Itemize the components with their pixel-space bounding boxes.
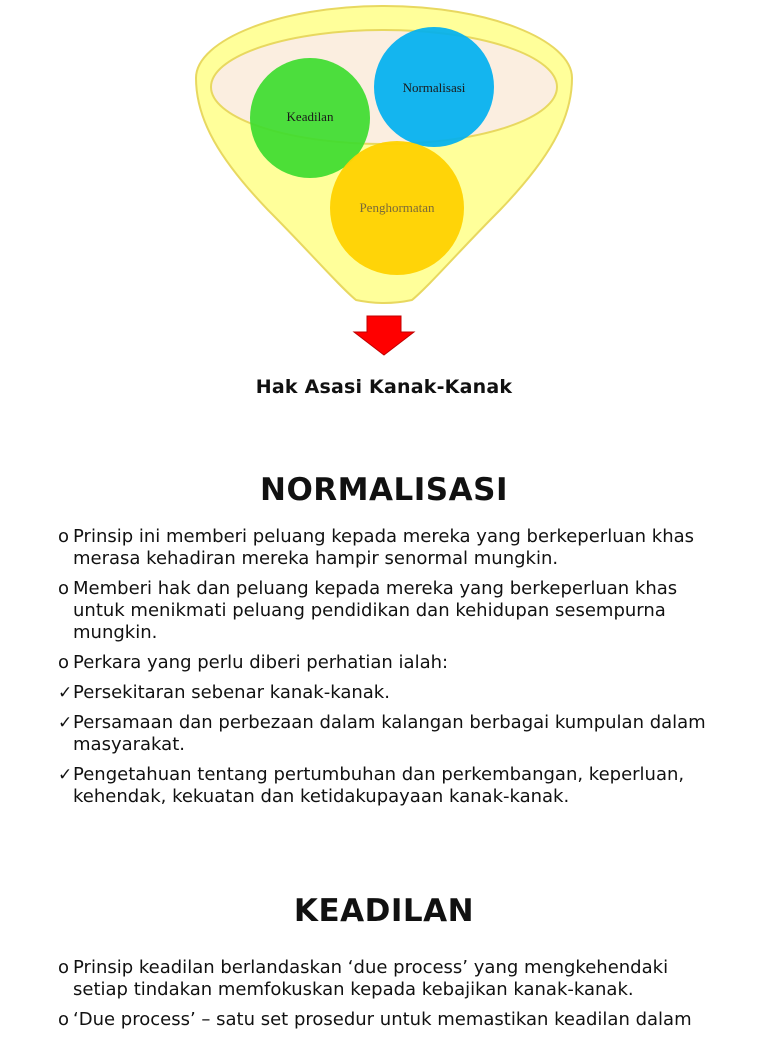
checkmark-icon: ✓ (58, 765, 73, 785)
funnel-graphic (0, 0, 768, 370)
diagram-caption: Hak Asasi Kanak-Kanak (255, 376, 513, 398)
checkmark-icon: ✓ (58, 683, 73, 703)
funnel-diagram (0, 0, 768, 410)
label-normalisasi: Normalisasi (402, 80, 466, 95)
section-title-normalisasi: NORMALISASI (260, 472, 508, 508)
bullet-icon: o (58, 578, 70, 599)
list-item-text: Pengetahuan tentang pertumbuhan dan perkembangan, keperluan, kehendak, kekuatan dan ketidakupayaan kanak-kanak. (73, 764, 685, 807)
list-item (58, 712, 718, 756)
list-item (58, 764, 718, 808)
section-title-keadilan: KEADILAN (293, 893, 475, 929)
list-item (58, 652, 718, 674)
list-item (58, 1009, 718, 1031)
bullet-icon: o (58, 1009, 70, 1030)
list-item-text: Prinsip ini memberi peluang kepada mereka yang berkeperluan khas merasa kehadiran mereka hampir senormal mungkin. (73, 526, 695, 569)
list-item-text: Prinsip keadilan berlandaskan ‘due process’ yang mengkehendaki setiap tindakan memfokuskan kepada kebajikan kanak-kanak. (73, 957, 669, 1000)
list-item-text: Persekitaran sebenar kanak-kanak. (73, 682, 390, 703)
list-item (58, 682, 718, 704)
list-item-text: Perkara yang perlu diberi perhatian ialah: (73, 652, 449, 673)
list-item-text: ‘Due process’ – satu set prosedur untuk memastikan keadilan dalam (73, 1009, 692, 1030)
normalisasi-list (58, 526, 718, 816)
label-penghormatan: Penghormatan (359, 200, 435, 215)
list-item (58, 957, 718, 1001)
bullet-icon: o (58, 652, 70, 673)
list-item-text: Memberi hak dan peluang kepada mereka yang berkeperluan khas untuk menikmati peluang pendidikan dan kehidupan sesempurna mungkin. (73, 578, 678, 643)
keadilan-list (58, 957, 718, 1039)
list-item-text: Persamaan dan perbezaan dalam kalangan berbagai kumpulan dalam masyarakat. (73, 712, 706, 755)
list-item (58, 578, 718, 644)
bullet-icon: o (58, 957, 70, 978)
checkmark-icon: ✓ (58, 713, 73, 733)
list-item (58, 526, 718, 570)
label-keadilan: Keadilan (286, 109, 334, 124)
down-arrow-icon (354, 316, 414, 355)
bullet-icon: o (58, 526, 70, 547)
